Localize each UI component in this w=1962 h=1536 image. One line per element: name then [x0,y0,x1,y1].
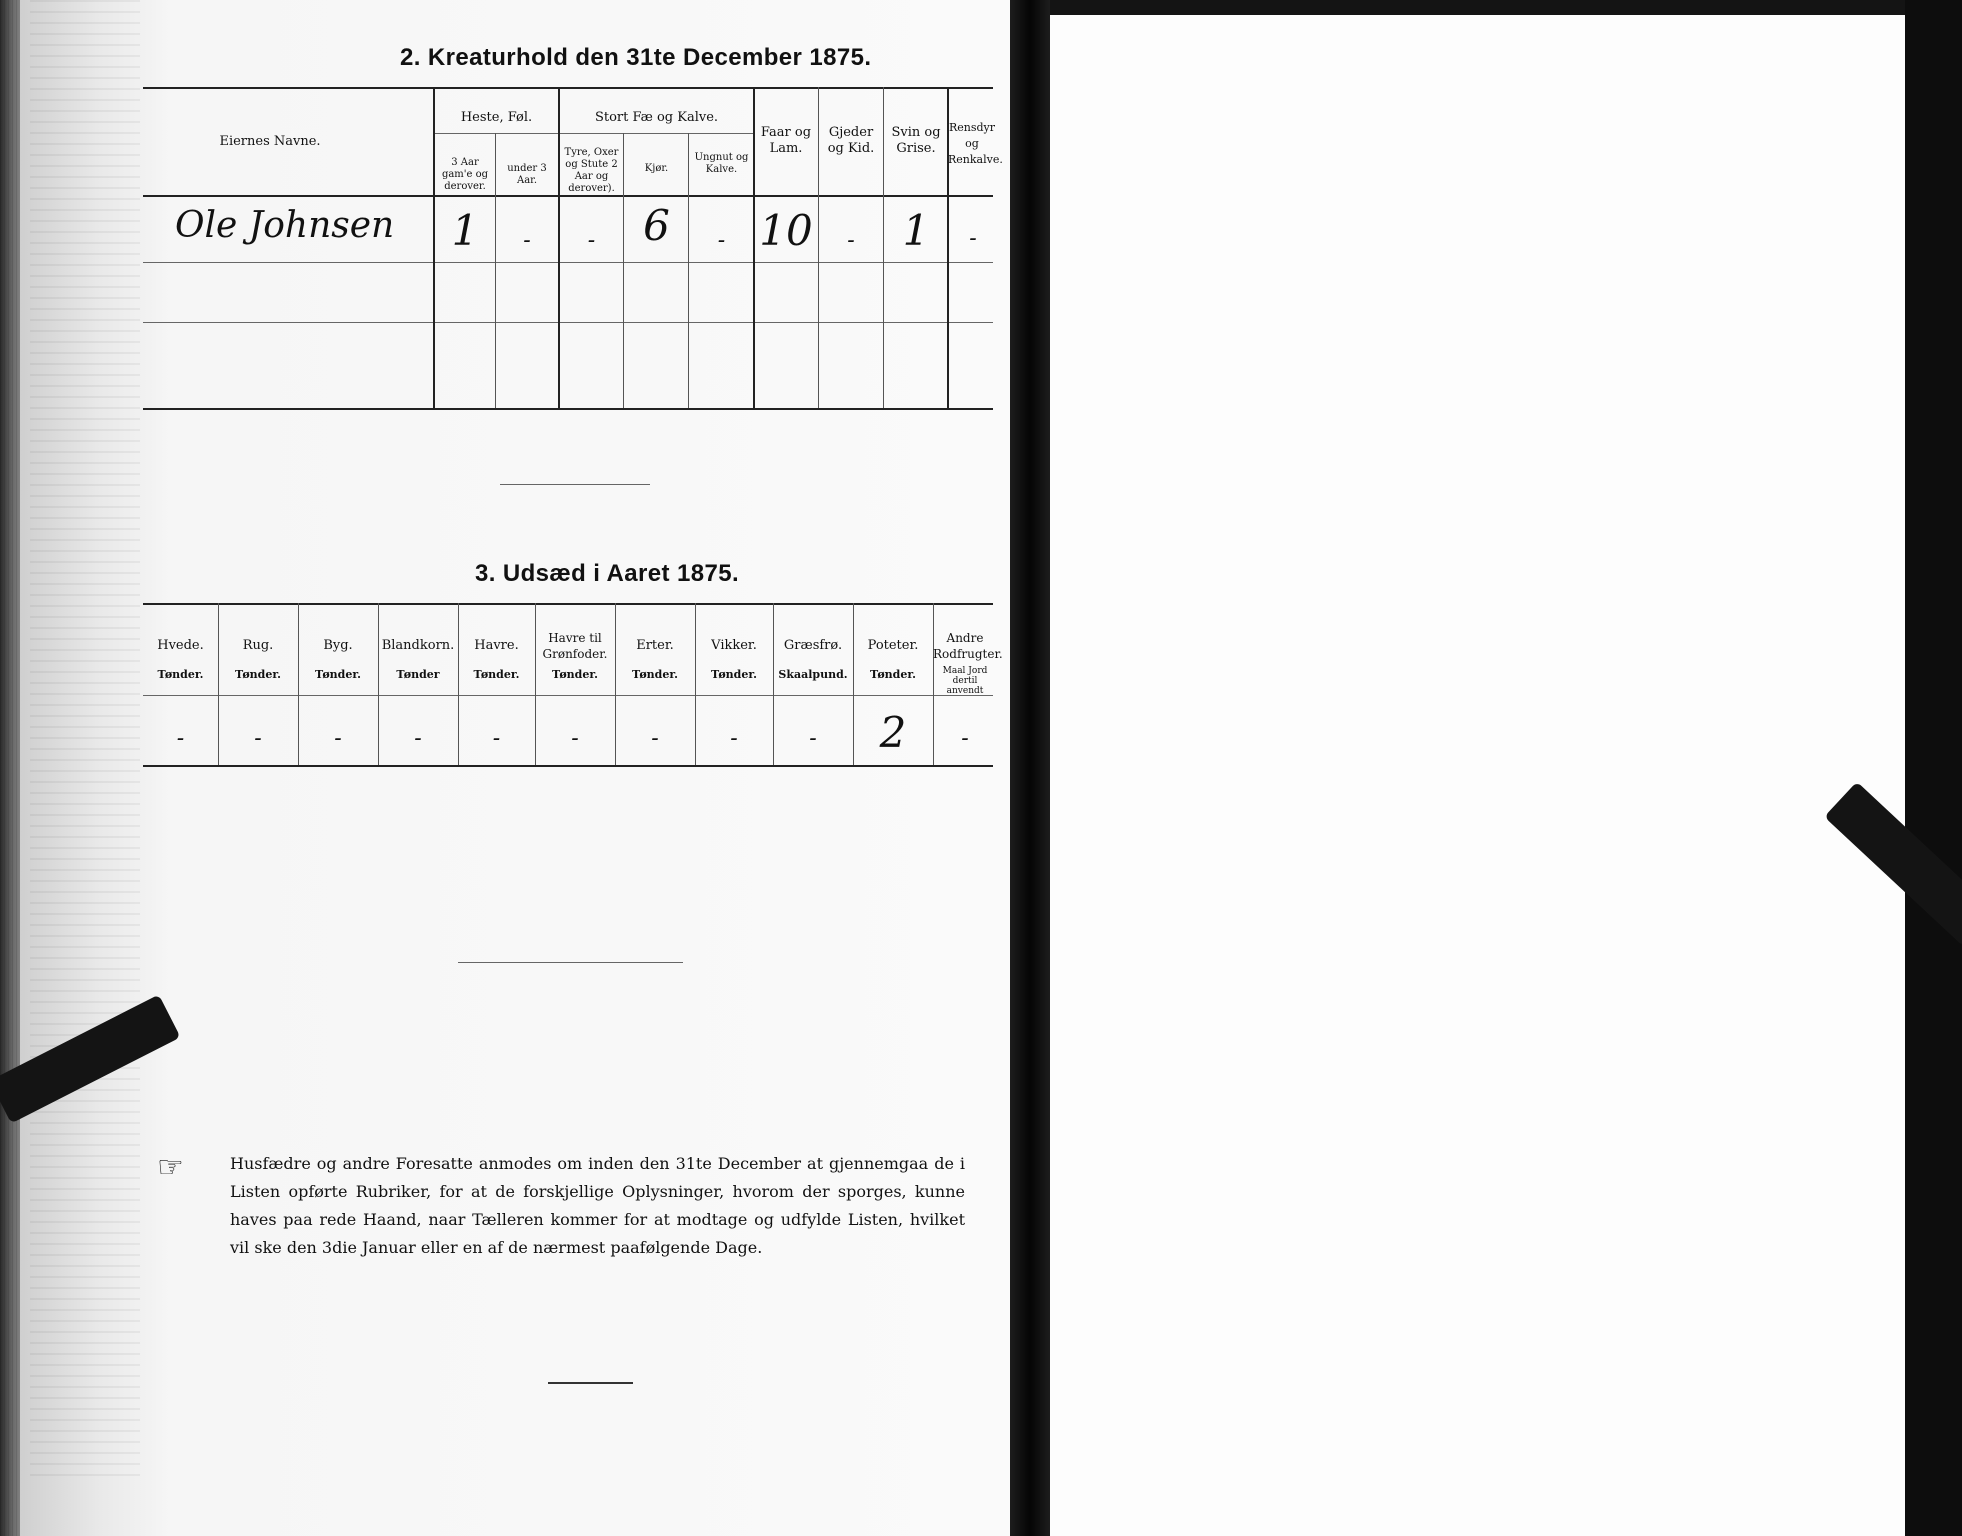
potatoes-value: 2 [879,708,907,757]
header-bottom-rule [143,195,993,197]
potatoes-header: Poteter. [867,638,919,653]
green-oats-value: - [571,726,579,751]
rye-unit: Tønder. [235,668,281,681]
sowing-top-rule [143,603,993,605]
wheat-value: - [176,726,185,751]
oats-unit: Tønder. [473,668,520,681]
mixed-grain-value: - [414,726,422,751]
cows-header: Kjør. [644,163,669,174]
bulls-value: - [587,228,596,253]
goats-value: - [847,228,855,253]
oats-header: Havre. [474,638,519,653]
row-rule [143,262,993,263]
barley-unit: Tønder. [315,668,361,681]
barley-value: - [334,726,342,751]
rye-value: - [254,726,262,751]
horses-3yr-header: 3 Aar gam'e og derover. [441,157,489,192]
young-calves-value: - [717,228,726,253]
owner-header: Eiernes Navne. [219,134,321,149]
cows-value: 6 [643,201,670,250]
reindeer-value: - [969,226,977,251]
table-top-rule [143,87,993,89]
other-roots-header: Andre Rodfrugter. [933,631,1003,661]
horses-under3-value: - [523,228,531,253]
sheep-value: 10 [759,206,813,255]
peas-value: - [651,726,659,751]
blank-facing-page [1050,15,1905,1536]
wheat-header: Hvede. [157,638,204,653]
livestock-title: 2. Kreaturhold den 31te December 1875. [400,44,872,71]
cattle-header: Stort Fæ og Kalve. [594,110,719,125]
column-divider [495,133,496,408]
potatoes-unit: Tønder. [870,668,916,681]
row-rule [143,322,993,323]
column-divider [818,87,819,408]
reindeer-header: Rensdyr og Renkalve. [948,121,1003,166]
grass-seed-value: - [809,726,817,751]
column-divider [535,603,536,765]
horses-under3-header: under 3 Aar. [507,163,547,186]
horses-header: Heste, Føl. [460,110,533,125]
sowing-header-rule [143,695,993,696]
background-edge [1905,0,1962,1536]
rye-header: Rug. [242,638,274,653]
grass-seed-unit: Skaalpund. [778,668,848,681]
green-oats-header: Havre til Grønfoder. [542,631,608,661]
column-divider [688,133,689,408]
owner-name: Ole Johnsen [175,205,395,246]
sheep-header: Faar og Lam. [760,125,812,156]
grass-seed-header: Græsfrø. [783,638,843,653]
pigs-value: 1 [902,206,930,255]
mixed-grain-unit: Tønder [396,668,440,681]
pigs-header: Svin og Grise. [891,125,941,156]
table-bottom-rule [143,408,993,410]
column-divider [623,133,624,408]
wheat-unit: Tønder. [157,668,204,681]
green-oats-unit: Tønder. [552,668,598,681]
footer-divider [548,1382,633,1384]
other-roots-value: - [961,726,969,751]
horses-3yr-value: 1 [451,206,479,255]
barley-header: Byg. [323,638,353,653]
peas-header: Erter. [636,638,674,653]
sowing-bottom-rule [143,765,993,767]
bulls-header: Tyre, Oxer og Stute 2 Aar og derover). [564,147,619,194]
goats-header: Gjeder og Kid. [827,125,875,156]
pointing-hand-icon: ☞ [157,1150,184,1185]
vetch-value: - [730,726,738,751]
peas-unit: Tønder. [632,668,678,681]
oats-value: - [492,726,501,751]
other-roots-unit: Maal Jord dertil anvendt [942,666,988,696]
section-divider [500,484,650,485]
vetch-unit: Tønder. [711,668,757,681]
book-gutter [1010,0,1050,1536]
column-divider [883,87,884,408]
vetch-header: Vikker. [711,638,757,653]
bleed-through-text [30,0,140,1480]
instructions-notice: Husfædre og andre Foresatte anmodes om inden den 31te December at gjennemgaa de i Listen opførte Rubriker, for at de forskjellige Oplysninger, hvorom der sporges, kunne haves paa rede Haand, naar Tælleren kommer for at modtage og udfylde Listen, hvilket vil ske den 3die Januar eller en af de nærmest paafølgende Dage. [230,1154,965,1257]
section-divider [458,962,683,963]
sowing-title: 3. Udsæd i Aaret 1875. [475,560,740,587]
mixed-grain-header: Blandkorn. [381,638,455,653]
group-header-rule [435,133,755,134]
young-calves-header: Ungnut og Kalve. [694,152,749,175]
